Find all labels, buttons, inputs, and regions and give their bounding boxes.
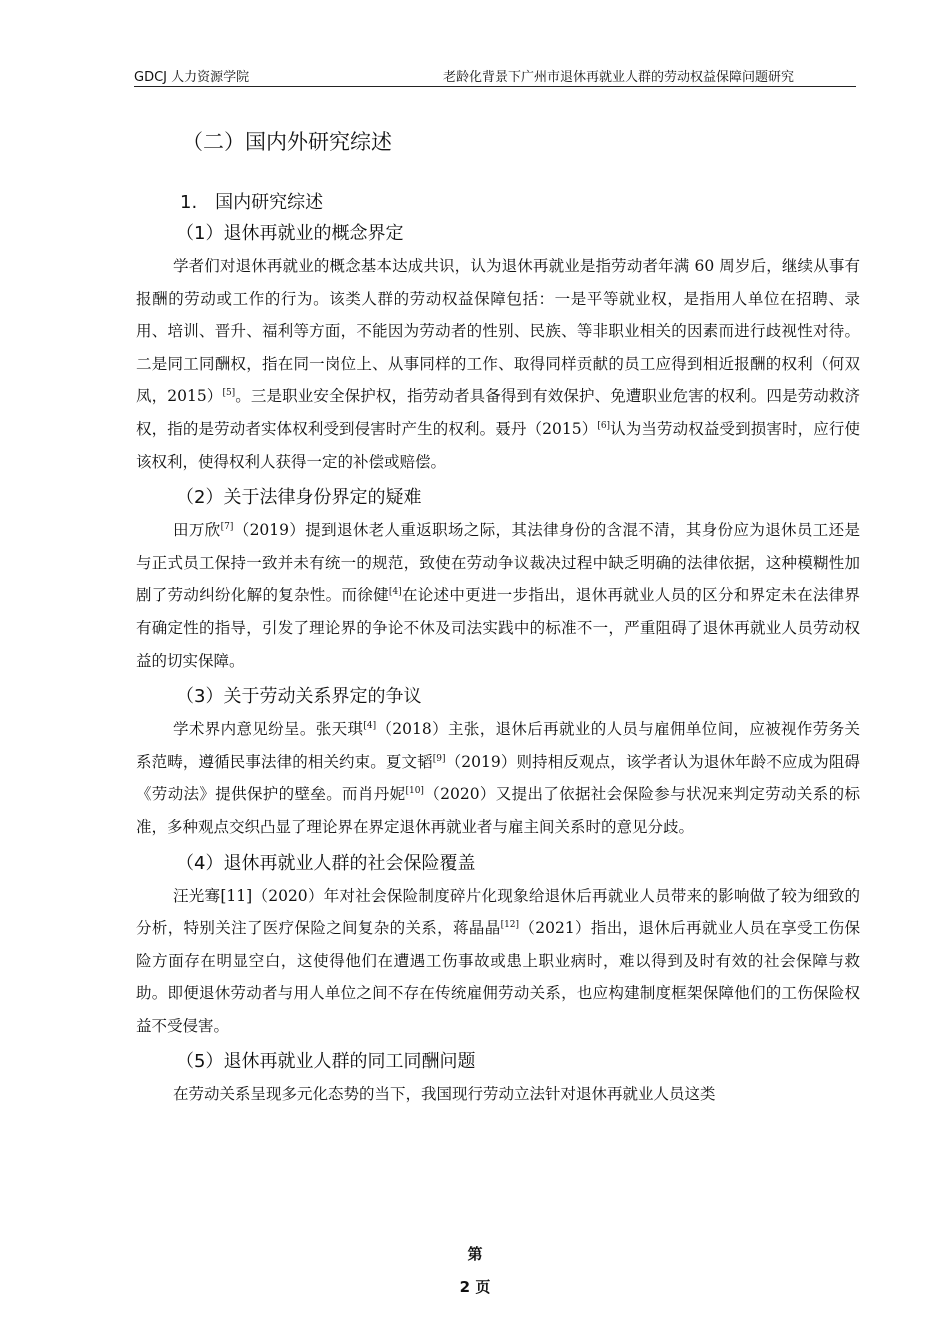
paragraph-text: 汪光骞[11]（2020）年对社会保险制度碎片化现象给退休后再就业人员带来的影响做了较为细致的分析，特别关注了医疗保险之间复杂的关系，蒋晶晶 (136, 886, 860, 938)
section-heading-5: （5）退休再就业人群的同工同酬问题 (176, 1051, 476, 1073)
paragraph-text: 学术界内意见纷呈。张天琪 (173, 720, 364, 739)
page-number-line1: 第 (467, 1245, 483, 1263)
paragraph-text: 认为当劳动权益受到损害时，应行使该权利，使得权利人获得一定的补偿或赔偿。 (136, 419, 860, 471)
paragraph-text: （2019）则持相反观点，该学者认为退休年龄不应成为阻碍《劳动法》提供保护的壁垒。而肖丹妮 (136, 752, 860, 804)
section-heading-1: （1）退休再就业的概念界定 (176, 223, 404, 244)
paragraph-text: 。三是职业安全保护权，指劳动者具备得到有效保护、免遭职业危害的权利。四是劳动救济权，指的是劳动者实体权利受到侵害时产生的权利。聂丹（2015） (136, 387, 860, 438)
subsection-title: 1. 国内研究综述 (180, 192, 324, 213)
citation-ref: [12] (500, 919, 520, 930)
section-paragraph-5 (136, 1078, 860, 1111)
paragraph-text: 在论述中更进一步指出，退休再就业人员的区分和界定未在法律界有确定性的指导，引发了理论界的争论不休及司法实践中的标准不一，严重阻碍了退休再就业人员劳动权益的切实保障。 (136, 586, 860, 670)
header-right-text: 老龄化背景下广州市退休再就业人群的劳动权益保障问题研究 (442, 70, 794, 85)
citation-ref: [7] (220, 522, 234, 532)
paragraph-text: （2019）提到退休老人重返职场之际，其法律身份的含混不清，其身份应为退休员工还是与正式员工保持一致并未有统一的规范，致使在劳动争议裁决过程中缺乏明确的法律依据，这种模糊性加剧了劳动纠纷化解的复杂性。而徐健 (136, 521, 860, 605)
header-left-text: GDCJ 人力资源学院 (134, 70, 250, 85)
citation-ref: [6] (597, 420, 611, 431)
section-paragraph-3 (136, 713, 860, 843)
paragraph-text: 学者们对退休再就业的概念基本达成共识，认为退休再就业是指劳动者年满 60 周岁后，继续从事有报酬的劳动或工作的行为。该类人群的劳动权益保障包括：一是平等就业权，是指用人单位在招聘、录用、培训、晋升、福利等方面，不能因为劳动者的性别、民族、等非职业相关的因素而进行歧视性对待。二是同工同酬权，指在同一岗位上、从事同样的工作、取得同样贡献的员工应得到相近报酬的权利（何双凤，2015） (136, 257, 860, 406)
section-paragraph-1 (136, 250, 860, 478)
section-paragraph-2 (136, 514, 860, 677)
citation-ref: [4] (363, 720, 377, 731)
citation-ref: [5] (222, 388, 236, 399)
section-heading-2: （2）关于法律身份界定的疑难 (176, 487, 422, 509)
paragraph-text: （2020）又提出了依据社会保险参与状况来判定劳动关系的标准，多种观点交织凸显了理论界在界定退休再就业者与雇主间关系时的意见分歧。 (136, 785, 860, 836)
section-heading-4: （4）退休再就业人群的社会保险覆盖 (176, 852, 476, 874)
page-header (134, 64, 856, 87)
citation-ref: [10] (405, 786, 424, 797)
paragraph-text: （2018）主张，退休后再就业的人员与雇佣单位间，应被视作劳务关系范畴，遵循民事法律的相关约束。夏文韬 (136, 720, 860, 771)
paragraph-text: 田万欣 (173, 521, 221, 540)
section-paragraph-4 (136, 880, 860, 1043)
section-heading-3: （3）关于劳动关系界定的争议 (176, 686, 422, 708)
paragraph-text: 在劳动关系呈现多元化态势的当下，我国现行劳动立法针对退休再就业人员这类 (173, 1085, 716, 1104)
page-content (136, 120, 860, 1111)
paragraph-text: （2021）指出，退休后再就业人员在享受工伤保险方面存在明显空白，这使得他们在遭遇工伤事故或患上职业病时，难以得到及时有效的社会保障与救助。即便退休劳动者与用人单位之间不存在传统雇佣劳动关系，也应构建制度框架保障他们的工伤保险权益不受侵害。 (136, 919, 860, 1035)
citation-ref: [9] (432, 753, 446, 764)
sections-container (136, 218, 860, 1111)
section-title: （二）国内外研究综述 (182, 130, 392, 154)
page-number-line2: 2 页 (459, 1278, 491, 1296)
citation-ref: [4] (388, 587, 402, 598)
